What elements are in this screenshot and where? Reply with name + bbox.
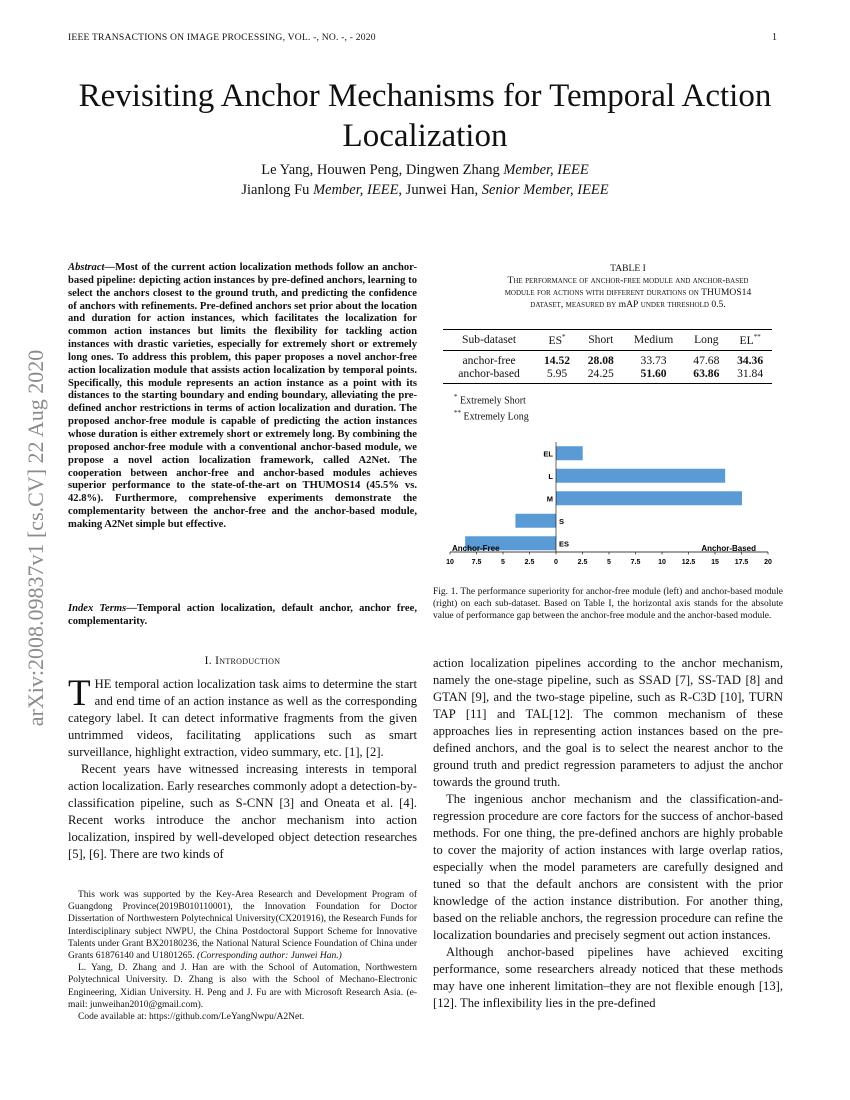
x-tick-label: 12.5 <box>681 559 696 566</box>
dropcap: T <box>68 673 91 714</box>
page-number: 1 <box>772 32 777 43</box>
cell: 33.73 <box>640 353 667 367</box>
body-paragraph: The ingenious anchor mechanism and the classification-and-regression procedure are core factors for the success of anchor-based methods. For one thing, the pre-defined anchors are highly probable to cover the majority of action instances with large overlap ratios, especially when the model parameters are carefully designed and tuned so that the default anchors are consistent with the prior knowledge of the action instance distribution. For another thing, based on the reliable anchors, the regression procedure can refine the localization boundaries and precisely segment out action instances. <box>433 792 783 942</box>
intro-body <box>68 673 417 863</box>
table-row <box>443 367 772 384</box>
caption-dataset: THUMOS14 <box>701 287 752 298</box>
cell: anchor-based <box>458 366 520 380</box>
table-caption-line-1: The performance of anchor-free module and anchor-based <box>507 275 749 286</box>
cell: 34.36 <box>737 353 764 367</box>
table-row <box>443 350 772 367</box>
funding-footnote <box>68 889 417 962</box>
performance-gap-chart <box>448 440 778 576</box>
author-role: Senior Member, IEEE <box>481 182 609 198</box>
authors-line-2 <box>40 182 810 199</box>
x-tick-label: 7.5 <box>630 559 641 566</box>
x-tick-label: 10 <box>446 559 454 566</box>
abstract-text: —Most of the current action localization methods follow an anchor-based pipeline: depicting action instances by pre-defined anchors, learning to select the anchors closest to the ground truth, and predicting the confidence of anchors with refinements. Pre-defined anchors set prior about the location and duration for action instances, which facilitates the localization for common action instances but limits the flexibility for tackling action instances with drastic varieties, especially for extremely short or extremely long ones. To address this problem, this paper proposes a novel anchor-free action localization module that assists action localization by temporal points. Specifically, this module represents an action instance as a point with its distances to the starting boundary and ending boundary, alleviating the pre-defined anchor restrictions in terms of action localization and duration. The proposed anchor-free module is capable of predicting the action instances whose duration is either extremely short or extremely long. By combining the proposed anchor-free module with a conventional anchor-based module, we propose a novel action localization framework, called A2Net. The cooperation between anchor-free and anchor-based modules achieves superior performance to the state-of-the-art on THUMOS14 (45.5% vs. 42.8%). Furthermore, comprehensive experiments demonstrate the complementarity between the anchor-free and the anchor-based module, making A2Net simple but effective. <box>68 262 417 530</box>
bar-category-label: ES <box>559 539 570 549</box>
paper-title: Revisiting Anchor Mechanisms for Temporal Action Localization <box>78 78 772 154</box>
affiliation-footnote: L. Yang, D. Zhang and J. Han are with the School of Automation, Northwestern Polytechnical University. D. Zhang is also with the School of Mechano-Electronic Engineering, Xidian University. H. Peng and J. Fu are with Microsoft Research Asia. (e-mail: junweihan2010@gmail.com). <box>68 963 417 1010</box>
cell: 31.84 <box>737 366 764 380</box>
table-header-row <box>443 330 772 351</box>
anchor-free-label: Anchor-Free <box>452 544 500 553</box>
author-role: Member, IEEE <box>313 182 399 198</box>
x-tick-label: 2.5 <box>577 559 588 566</box>
intro-paragraph-2: Recent years have witnessed increasing interests in temporal action localization. Early researches commonly adopt a detection-by-classification pipeline, such as S-CNN [3] and Oneata et al. [4]. Recent works introduce the anchor mechanism into action localization, inspired by well-developed object detection researches [5], [6]. There are two kinds of <box>68 762 417 861</box>
journal-header: IEEE TRANSACTIONS ON IMAGE PROCESSING, VOL. -, NO. -, - 2020 <box>68 32 376 43</box>
cell: 51.60 <box>640 366 667 380</box>
arxiv-stamp: arXiv:2008.09837v1 [cs.CV] 22 Aug 2020 <box>23 349 48 727</box>
body-paragraph: Although anchor-based pipelines have achieved exciting performance, some researchers already noticed that these methods may have one inherent limitation–they are not flexible enough [13], [12]. The inflexibility lies in the pre-defined <box>433 945 783 1010</box>
table-label: TABLE I <box>610 263 646 274</box>
x-tick-label: 15 <box>711 559 719 566</box>
cell: anchor-free <box>462 353 516 367</box>
cell: 28.08 <box>587 353 614 367</box>
caption-text: under threshold <box>638 299 712 310</box>
author-names: Le Yang, Houwen Peng, Dingwen Zhang <box>261 162 504 178</box>
col-header: Short <box>588 333 614 347</box>
footnote <box>68 889 417 1023</box>
cell: 63.86 <box>693 366 720 380</box>
anchor-based-label: Anchor-Based <box>701 544 756 553</box>
intro-paragraph-1-text: HE temporal action localization task aims to determine the start and end time of an action instance as well as the corresponding category label. It can detect informative fragments from the given untrimmed videos, facilitating applications such as smart surveillance, highlight extraction, video summary, etc. [1], [2]. <box>68 677 417 759</box>
cell: 14.52 <box>543 353 571 367</box>
bar-category-label: M <box>546 494 553 504</box>
author-name: , Junwei Han, <box>398 182 482 198</box>
cell: 5.95 <box>546 366 568 380</box>
x-tick-label: 17.5 <box>734 559 749 566</box>
caption-text: module for actions with different durations on <box>504 287 702 298</box>
intro-paragraph-1 <box>68 673 417 761</box>
x-tick-label: 5 <box>607 559 611 566</box>
col-header: ES* <box>548 333 566 347</box>
x-tick-label: 10 <box>658 559 666 566</box>
index-terms-text: —Temporal action localization, default anchor, anchor free, complementarity. <box>68 603 417 627</box>
results-table <box>443 329 772 384</box>
bar-l <box>556 469 725 483</box>
bar-category-label: S <box>559 516 565 526</box>
abstract-label: Abstract <box>68 262 105 273</box>
table-caption-line-3 <box>433 299 823 311</box>
body-paragraph: action localization pipelines according to the anchor mechanism, namely the one-stage pipeline, such as SSAD [7], SS-TAD [8] and GTAN [9], and the two-stage pipeline, such as R-C3D [10], TURN TAP [11] and TAL[12]. The common mechanism of these approaches lies in representing action instances based on the pre-defined anchors, and the goal is to select the nearest anchor to the ground truth and predict regression parameters to adjust the anchor towards the ground truth. <box>433 656 783 789</box>
bar-s <box>515 514 556 528</box>
table-caption-line-2 <box>433 287 823 299</box>
table-note: * Extremely Short <box>454 393 526 407</box>
x-tick-label: 5 <box>501 559 505 566</box>
cell: 24.25 <box>587 366 614 380</box>
col-header: EL** <box>739 333 761 347</box>
authors-line-1 <box>40 162 810 179</box>
code-footnote: Code available at: https://github.com/LeYangNwpu/A2Net. <box>78 1012 305 1023</box>
bar-category-label: L <box>548 471 553 481</box>
table-notes <box>454 391 529 424</box>
right-column-body <box>433 655 783 1012</box>
x-tick-label: 7.5 <box>471 559 482 566</box>
caption-metric: mAP <box>618 299 639 310</box>
x-tick-label: 20 <box>764 559 772 566</box>
index-terms <box>68 602 417 628</box>
bar-m <box>556 491 742 505</box>
funding-text: This work was supported by the Key-Area Research and Development Program of Guangdong Province(2019B010110001), the Innovation Foundation for Doctor Dissertation of Northwestern Polytechnical University(CX201916), the Research Funds for Interdisciplinary subject NWPU, the China Postdoctoral Support Scheme for Innovative Talents under Grant BX20180236, the National Natural Science Foundation of China under Grants 61876140 and U1801265. <box>68 890 417 962</box>
bar-el <box>556 446 583 460</box>
col-header: Medium <box>633 333 674 347</box>
table-caption <box>433 263 823 311</box>
abstract <box>68 262 417 532</box>
x-tick-label: 2.5 <box>524 559 535 566</box>
bar-category-label: EL <box>543 449 553 459</box>
corresponding-author: (Corresponding author: Junwei Han.) <box>197 951 342 962</box>
author-name: Jianlong Fu <box>241 182 314 198</box>
table-note: ** Extremely Long <box>454 409 529 423</box>
cell: 47.68 <box>693 353 720 367</box>
figure-caption: Fig. 1. The performance superiority for anchor-free module (left) and anchor-based module (right) on each sub-dataset. Based on Table I, the horizontal axis stands for the absolute value of performance gap between the anchor-free module and the anchor-based module. <box>433 587 783 621</box>
col-header: Sub-dataset <box>462 333 517 347</box>
author-role: Member, IEEE <box>503 162 589 178</box>
section-heading-introduction: I. Introduction <box>204 655 281 667</box>
caption-text: dataset, measured by <box>530 299 619 310</box>
caption-threshold: 0.5. <box>711 299 726 310</box>
index-terms-label: Index Terms <box>68 603 127 614</box>
x-tick-label: 0 <box>554 559 558 566</box>
col-header: Long <box>694 333 719 347</box>
